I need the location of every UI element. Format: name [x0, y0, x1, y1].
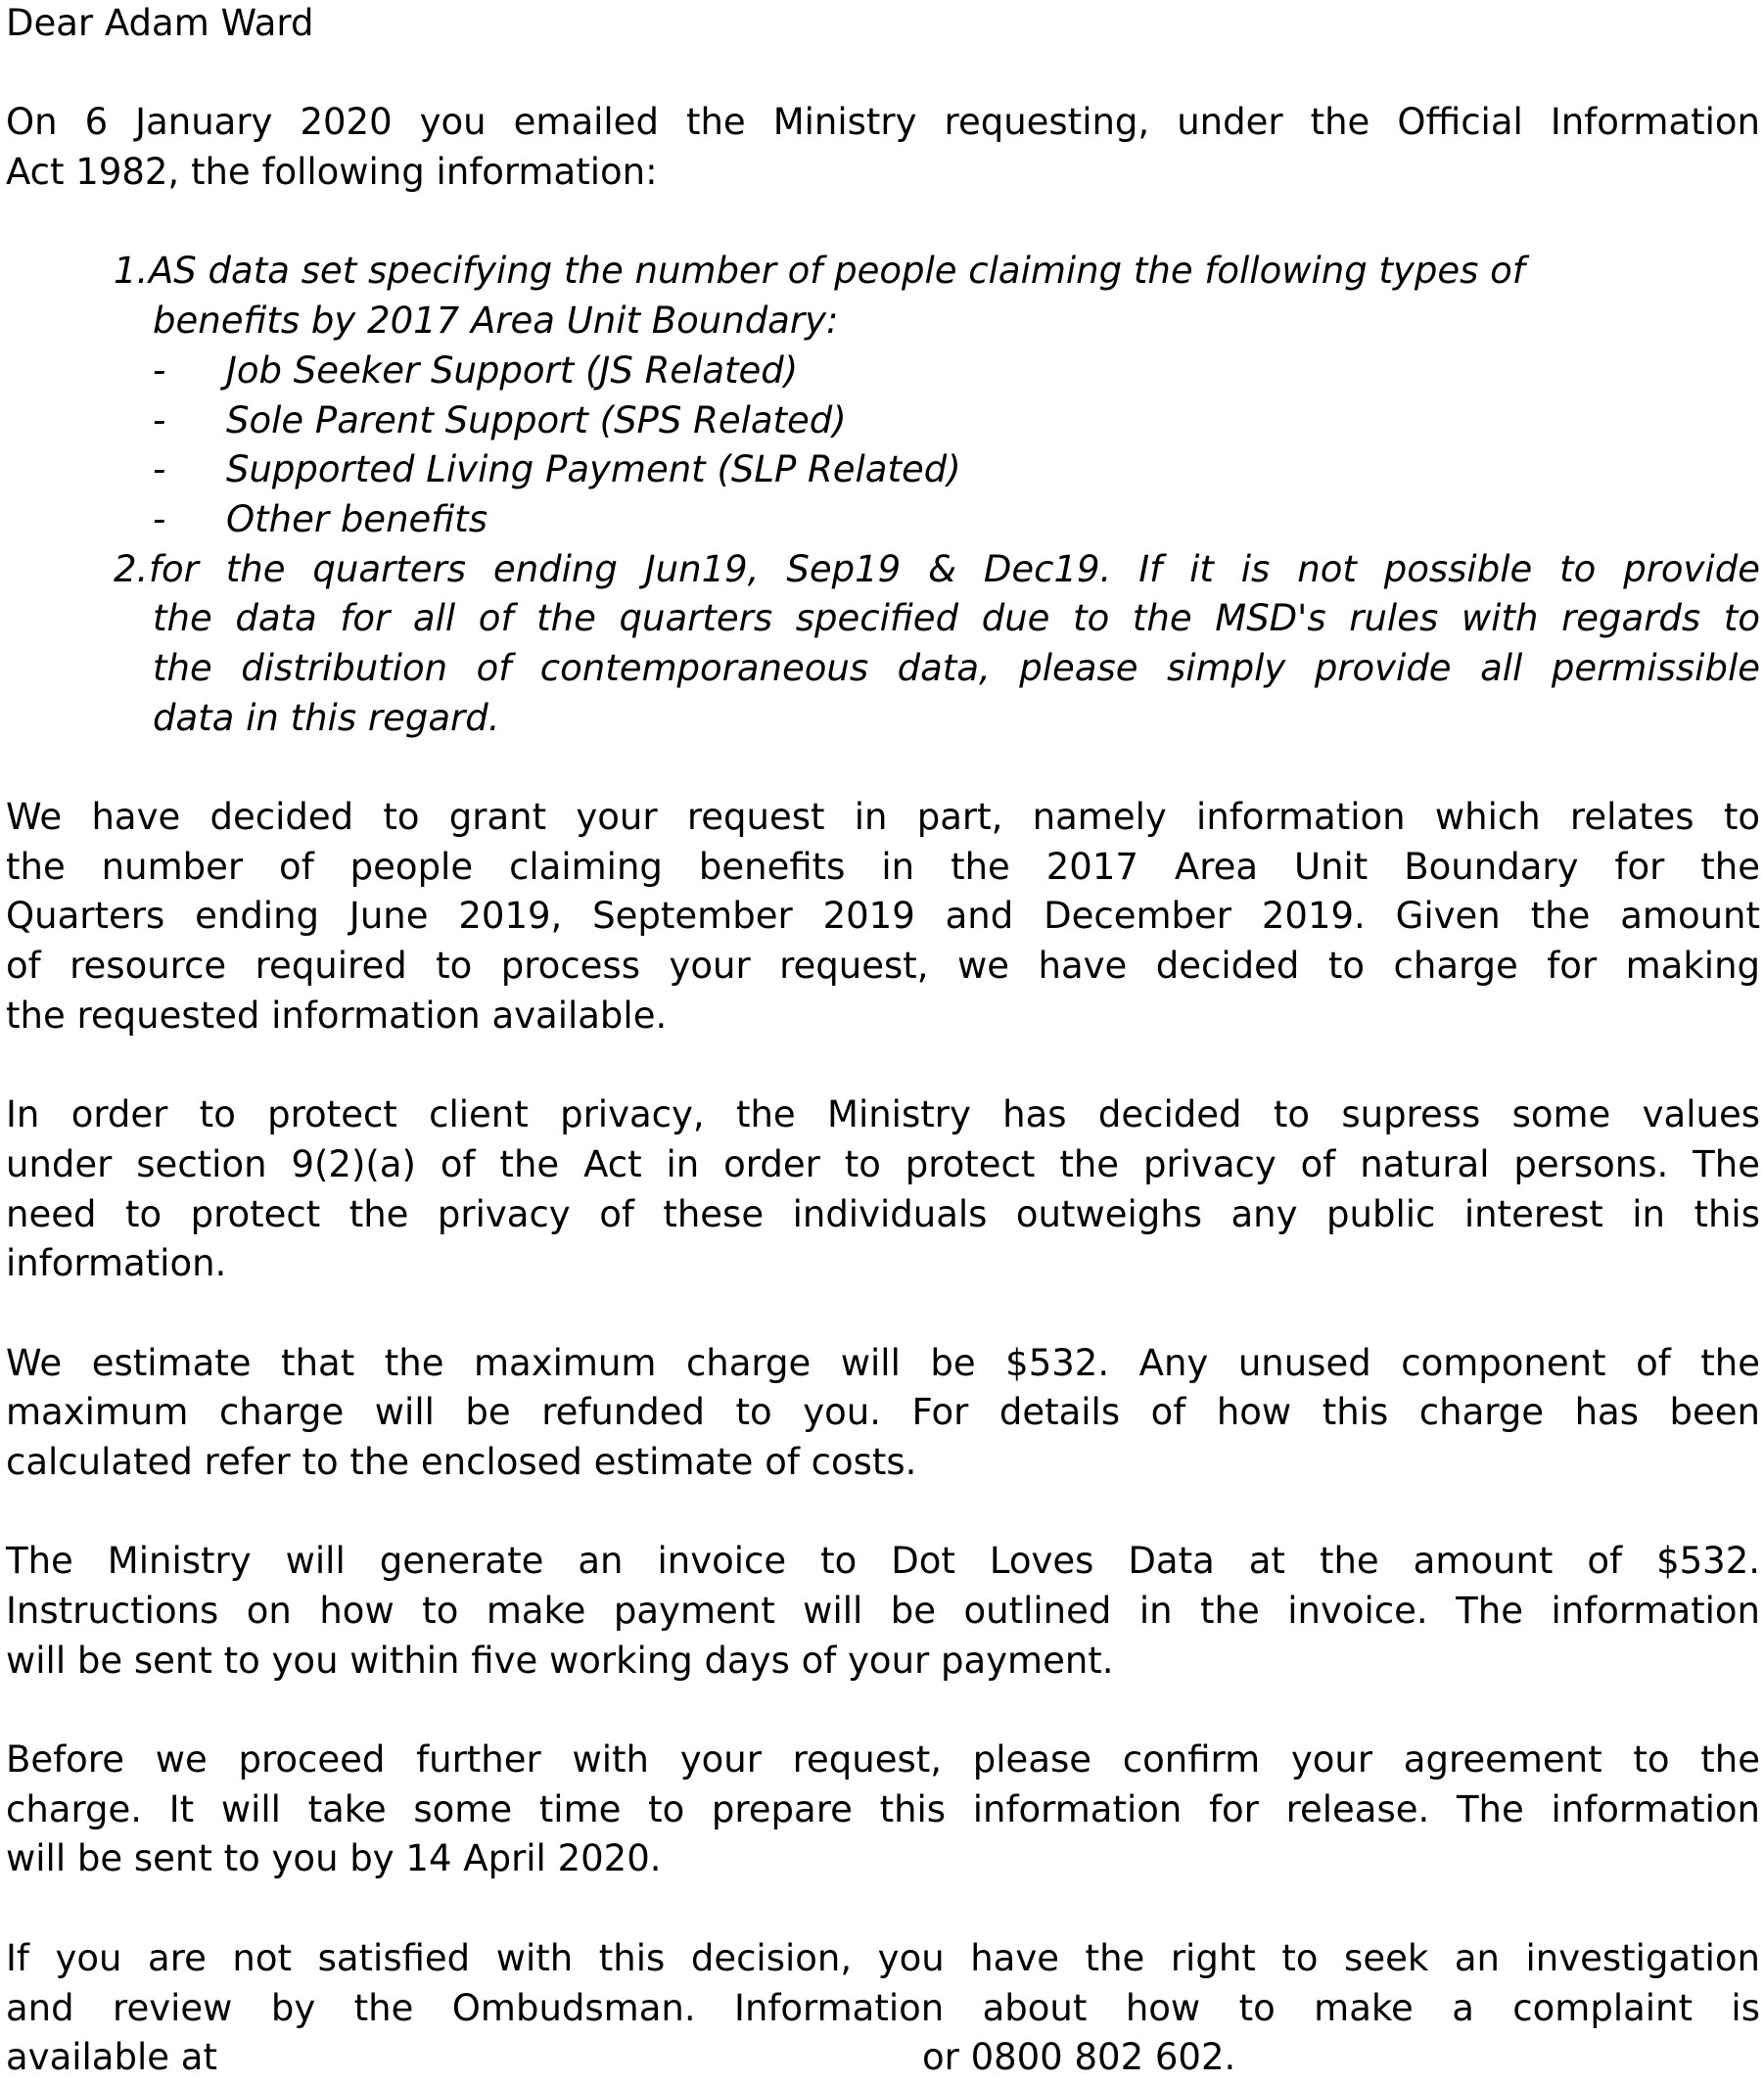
paragraph-line: need to protect the privacy of these individuals outweighs any public interest in this	[6, 1192, 1760, 1235]
paragraph-line: will be sent to you within five working days of your payment.	[6, 1639, 1114, 1682]
paragraph-line: information.	[6, 1242, 227, 1285]
request-item-1: 1.AS data set specifying the number of people claiming the following types of	[114, 250, 1525, 293]
paragraph-line: maximum charge will be refunded to you. For details of how this charge has been	[6, 1391, 1760, 1434]
paragraph-line: charge. It will take some time to prepare this information for release. The information	[6, 1787, 1760, 1830]
paragraph	[6, 1339, 1760, 1488]
request-list	[6, 247, 1760, 743]
paragraph-line: the requested information available.	[6, 994, 668, 1037]
paragraph-line: the number of people claiming benefits in the 2017 Area Unit Boundary for the	[6, 845, 1760, 888]
paragraph	[6, 1090, 1760, 1289]
request-item-line: data in this regard.	[153, 696, 500, 739]
request-item-line: benefits by 2017 Area Unit Boundary:	[153, 300, 839, 343]
paragraph-line: will be sent to you by 14 April 2020.	[6, 1837, 662, 1880]
paragraph	[6, 1736, 1760, 1884]
intro-line: Act 1982, the following information:	[6, 151, 658, 194]
intro-line: On 6 January 2020 you emailed the Ministry requesting, under the Official Information	[6, 101, 1760, 144]
paragraph-line: Instructions on how to make payment will be outlined in the invoice. The information	[6, 1590, 1760, 1632]
paragraph-line: Before we proceed further with your request, please confirm your agreement to the	[6, 1738, 1760, 1782]
letter-body	[6, 0, 1760, 2083]
paragraph-line: of resource required to process your request, we have decided to charge for making	[6, 945, 1760, 988]
sub-item: - Other benefits	[153, 497, 487, 540]
paragraph-line: Quarters ending June 2019, September 2019 and December 2019. Given the amount	[6, 895, 1760, 938]
paragraph	[6, 793, 1760, 1041]
paragraph-line: We have decided to grant your request in part, namely information which relates to	[6, 796, 1760, 838]
paragraph	[6, 1934, 1760, 2033]
request-item-line: the distribution of contemporaneous data, please simply provide all permissible	[153, 646, 1760, 689]
sub-item: - Sole Parent Support (SPS Related)	[153, 398, 847, 441]
ombudsman-contact-line: available at or 0800 802 602.	[6, 2036, 1236, 2079]
paragraph-line: The Ministry will generate an invoice to Dot Loves Data at the amount of $532.	[6, 1540, 1760, 1583]
paragraph-line: If you are not satisfied with this decision, you have the right to seek an investigation	[6, 1936, 1760, 1979]
request-item-line: the data for all of the quarters specified due to the MSD's rules with regards to	[153, 597, 1760, 640]
paragraph-line: In order to protect client privacy, the Ministry has decided to supress some values	[6, 1093, 1760, 1136]
salutation: Dear Adam Ward	[6, 2, 314, 44]
sub-item: - Supported Living Payment (SLP Related)	[153, 448, 961, 491]
paragraph	[6, 1537, 1760, 1686]
paragraph-line: We estimate that the maximum charge will be $532. Any unused component of the	[6, 1341, 1760, 1384]
request-item-2: 2. for the quarters ending Jun19, Sep19 & Dec19. If it is not possible to provide	[114, 547, 1760, 590]
paragraph-line: under section 9(2)(a) of the Act in order to protect the privacy of natural persons. The	[6, 1142, 1760, 1185]
paragraph-line: calculated refer to the enclosed estimate of costs.	[6, 1440, 917, 1483]
sub-item: - Job Seeker Support (JS Related)	[153, 348, 799, 392]
paragraph-line: and review by the Ombudsman. Information about how to make a complaint is	[6, 1986, 1760, 2029]
